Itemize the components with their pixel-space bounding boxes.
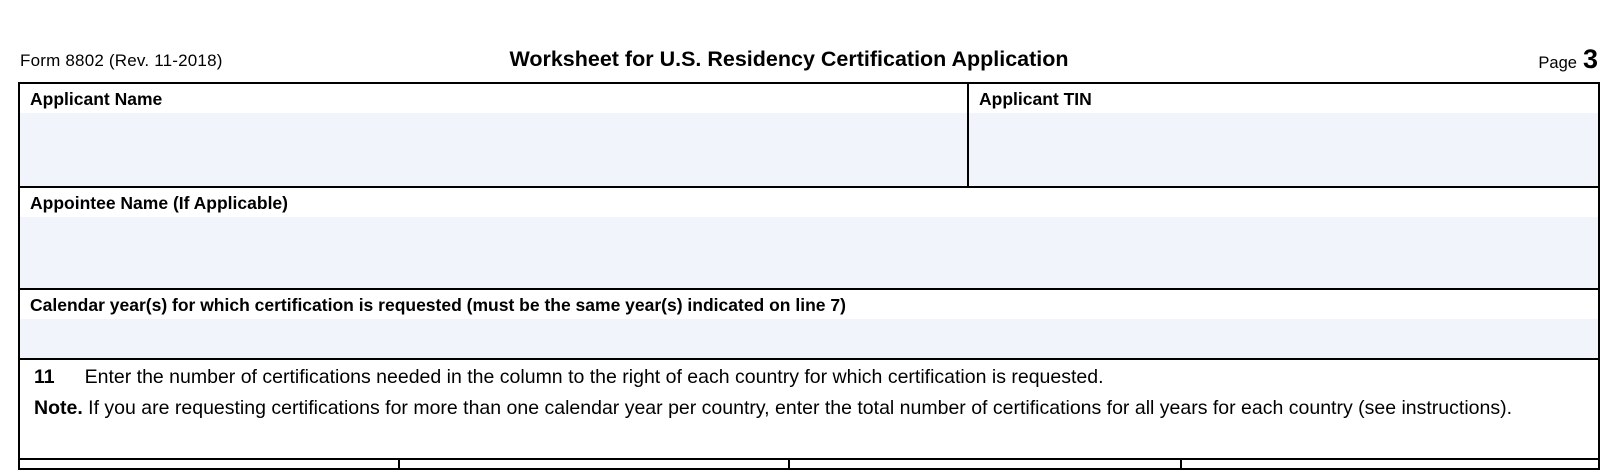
appointee-name-cell — [20, 188, 1598, 288]
appointee-row — [20, 188, 1598, 290]
page-indicator — [1538, 44, 1598, 75]
applicant-tin-label: Applicant TIN — [979, 89, 1092, 109]
calendar-year-cell — [20, 290, 1598, 358]
country-table-cell[interactable] — [400, 460, 790, 468]
appointee-name-label: Appointee Name (If Applicable) — [30, 193, 288, 213]
country-table-cell[interactable] — [20, 460, 400, 468]
country-table-cell[interactable] — [1182, 460, 1598, 468]
calendar-year-label: Calendar year(s) for which certification is requested (must be the same year(s) indicated on line 7) — [30, 295, 846, 315]
country-table-cell[interactable] — [790, 460, 1182, 468]
page-header — [18, 44, 1600, 78]
applicant-row — [20, 84, 1598, 188]
applicant-name-label: Applicant Name — [30, 89, 163, 109]
applicant-tin-input[interactable] — [969, 113, 1598, 186]
country-table-row — [20, 460, 1598, 468]
line11-instruction: Enter the number of certifications needed in the column to the right of each country for which certification is requested. — [84, 366, 1104, 388]
line11-text-block — [34, 362, 1584, 424]
calendar-year-input[interactable] — [20, 319, 1598, 358]
calendar-year-row — [20, 290, 1598, 360]
line11-number: 11 — [34, 366, 55, 388]
applicant-name-cell — [20, 84, 969, 186]
line11-note-label: Note. — [34, 397, 83, 419]
line11-note-text: If you are requesting certifications for more than one calendar year per country, enter the total number of certifications for all years for each country (see instructions). — [82, 397, 1513, 419]
page-number: 3 — [1582, 44, 1598, 74]
line11-row — [20, 360, 1598, 460]
applicant-tin-cell — [969, 84, 1598, 186]
appointee-name-input[interactable] — [20, 217, 1598, 288]
page-title: Worksheet for U.S. Residency Certification Application — [509, 47, 1069, 71]
worksheet-form-box — [18, 82, 1600, 470]
page-label: Page — [1538, 54, 1577, 72]
applicant-name-input[interactable] — [20, 113, 967, 186]
form-number: Form 8802 (Rev. 11-2018) — [20, 51, 223, 70]
